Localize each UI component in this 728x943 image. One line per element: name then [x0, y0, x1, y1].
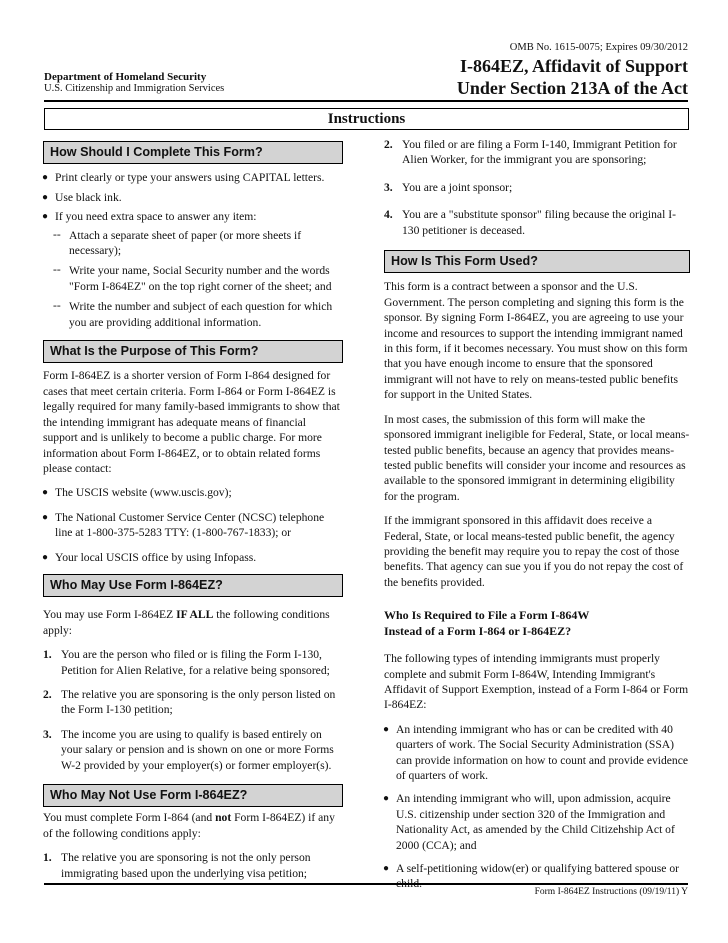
sub-list-item: [43, 299, 343, 330]
section-heading-who-may-not-use: Who May Not Use Form I-864EZ?: [43, 784, 343, 807]
left-column: [43, 141, 343, 881]
how-used-paragraph: This form is a contract between a sponsor and the U.S. Government. The person completing and signing this form is the sponsor. By signing Form I-864EZ, you are agreeing to use your income and resources to support the intending immigrant named in this form, if it becomes necessary. You must show on this form that you have enough income to ensure that the sponsored immigrant will not have to rely on means-tested public benefits for support in the United States.: [384, 280, 688, 402]
how-used-paragraph: In most cases, the submission of this form will make the sponsored immigrant ineligible for Federal, State, or local means-tested public benefits, because an agency that provides means-tested public benefits will consider your income and resources as available to the sponsored immigrant in determining eligibility for the program.: [384, 412, 690, 503]
who-may-not-use-paragraph: [43, 810, 343, 841]
department-name: Department of Homeland Security: [44, 71, 207, 83]
item-text: You are a "substitute sponsor" filing because the original I-130 petitioner is deceased.: [402, 208, 676, 237]
item-number: 2.: [43, 687, 52, 701]
emphasis-text: not: [215, 811, 232, 825]
item-number: 3.: [43, 727, 52, 741]
agency-name: U.S. Citizenship and Immigration Services: [44, 83, 225, 94]
numbered-item: [384, 137, 690, 168]
list-item: ● Your local USCIS office by using Infopass.: [43, 550, 343, 565]
header-rule: [44, 100, 688, 102]
numbered-item: [384, 207, 690, 238]
sub-list-item: [43, 228, 343, 259]
subheading-line: Instead of a Form I-864 or I-864EZ?: [384, 624, 572, 639]
right-column: [384, 137, 690, 892]
text: the following conditions apply:: [43, 608, 330, 637]
purpose-paragraph: Form I-864EZ is a shorter version of Form I-864 designed for cases that meet certain criteria. Form I-864 or Form I-864EZ is legally required for many family-based immigrants to show that the intending immigrant has adequate means of financial support and is unlikely to become a public charge. For more information about Form I-864EZ, or to obtain related forms please contact:: [43, 369, 340, 475]
sub-list-text: Write the number and subject of each question for which you are providing additional information.: [69, 300, 333, 329]
item-text: You filed or are filing a Form I-140, Immigrant Petition for Alien Worker, for the immigrant you are sponsoring;: [402, 138, 677, 167]
list-item: ● A self-petitioning widow(er) or qualifying battered spouse or: [384, 861, 690, 892]
footer-text: Form I-864EZ Instructions (09/19/11) Y: [534, 887, 688, 897]
form-subtitle: Under Section 213A of the Act: [456, 78, 688, 98]
list-item: ● If you need extra space to answer any item:: [43, 209, 343, 224]
sub-list-item: [43, 263, 343, 294]
item-number: 2.: [384, 138, 393, 151]
section-heading-how-complete: How Should I Complete This Form?: [43, 141, 343, 164]
i864w-paragraph: The following types of intending immigrants must properly complete and submit Form I-864W, Intending Immigrant's Affidavit of Support Exemption, instead of a Form I-864 or Form I-864EZ:: [384, 652, 689, 712]
section-heading-how-used: How Is This Form Used?: [384, 250, 690, 273]
numbered-item: [43, 727, 343, 773]
item-number: 4.: [384, 208, 393, 222]
item-number: 1.: [43, 648, 52, 662]
text: Form I-864EZ) if any of the following conditions apply:: [43, 811, 335, 840]
list-item: ● The USCIS website (www.uscis.gov);: [43, 485, 343, 500]
who-may-use-paragraph: [43, 607, 343, 638]
emphasis-text: IF ALL: [176, 608, 214, 622]
list-item: ● Print clearly or type your answers using CAPITAL letters.: [43, 170, 343, 185]
how-used-paragraph: If the immigrant sponsored in this affidavit does receive a Federal, State, or local means-tested public benefit, the agency providing the benefit may require you to repay the cost of those benefits. That agency can sue you if you do not repay the cost of the benefits provided.: [384, 514, 684, 589]
item-number: 1.: [43, 851, 52, 865]
item-number: 3.: [384, 180, 393, 194]
list-item: ● An intending immigrant who has or can be credited with 40 quarters of work. The Social Security Administration (SSA) can provide information on how to count and provide evidence of quarters of work.: [384, 722, 690, 784]
item-text: You are the person who filed or is filing the Form I-130, Petition for Alien Relative, for a relative being sponsored;: [61, 648, 330, 677]
numbered-item: [43, 647, 343, 678]
instructions-banner: Instructions: [44, 108, 689, 130]
omb-number: OMB No. 1615-0075; Expires 09/30/2012: [509, 42, 688, 53]
numbered-item: [43, 687, 343, 718]
numbered-item: [384, 180, 690, 195]
item-text: The relative you are sponsoring is the only person listed on the Form I-130 petition;: [61, 687, 336, 717]
sub-list-text: Attach a separate sheet of paper (or more sheets if necessary);: [69, 228, 302, 258]
text: You may use Form I-864EZ: [43, 608, 177, 622]
dash-marker: --: [53, 299, 61, 313]
section-heading-who-may-use: Who May Use Form I-864EZ?: [43, 574, 343, 597]
item-text: You are a joint sponsor;: [402, 180, 513, 194]
sub-list-text: Write your name, Social Security number and the words "Form I-864EZ" on the top right corner of the sheet; and: [69, 264, 332, 293]
form-title: I-864EZ, Affidavit of Support: [459, 56, 688, 76]
footer-rule: [44, 883, 688, 885]
dash-marker: --: [53, 263, 61, 277]
list-item: ● The National Customer Service Center (NCSC) telephone line at 1-800-375-5283 TTY: (1-800-767-1833); or: [43, 510, 343, 541]
subheading-line: Who Is Required to File a Form I-864W: [384, 608, 590, 623]
section-heading-purpose: What Is the Purpose of This Form?: [43, 340, 343, 363]
list-item: ● Use black ink.: [43, 190, 343, 205]
numbered-item: [43, 850, 343, 881]
list-item: ● An intending immigrant who will, upon admission, acquire U.S. citizenship under section 320 of the Immigration and Nationality Act, as amended by the Child Citizehship Act of 2000 (CCA); and: [384, 791, 690, 853]
text: You must complete Form I-864 (and: [43, 811, 216, 825]
dash-marker: --: [53, 227, 61, 241]
item-text: The income you are using to qualify is based entirely on your salary or pension and is shown on one or more Forms W-2 provided by your employer(s) or former employer(s).: [61, 727, 334, 772]
item-text: The relative you are sponsoring is not the only person immigrating based upon the underlying visa petition;: [61, 851, 311, 880]
